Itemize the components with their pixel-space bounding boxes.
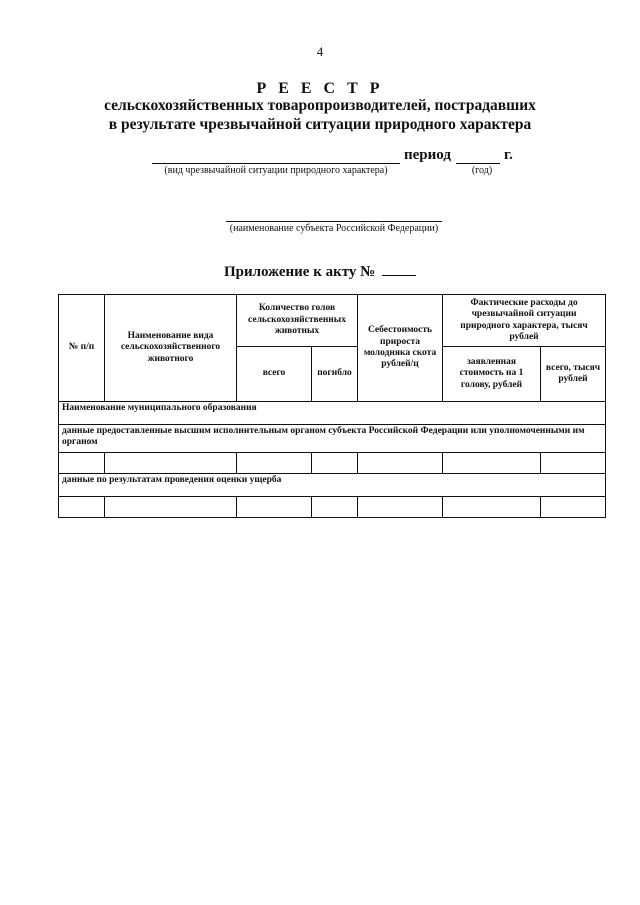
registry-table [58,294,606,518]
year-blank-line [456,163,500,164]
document-subtitle-line2: в результате чрезвычайной ситуации природного характера [108,116,532,133]
subject-blank-line [226,221,442,222]
table-cell[interactable] [443,497,541,518]
header-number: № п/п [59,295,105,402]
table-row [59,453,606,474]
header-animal-type: Наименование вида сельскохозяйственного животного [105,295,237,402]
document-subtitle-line1: сельскохозяйственных товаропроизводителей, пострадавших [104,97,536,114]
year-suffix: г. [504,147,513,163]
situation-type-caption: (вид чрезвычайной ситуации природного характера) [164,165,388,176]
table-cell[interactable] [59,497,105,518]
table-cell[interactable] [443,453,541,474]
table-cell[interactable] [312,497,358,518]
table-cell[interactable] [358,497,443,518]
row-municipality: Наименование муниципального образования [59,402,606,425]
header-total-rub: всего, тысяч рублей [541,347,606,402]
header-expenses: Фактические расходы до чрезвычайной ситуации природного характера, тысяч рублей [443,295,606,347]
subject-caption: (наименование субъекта Российской Федерации) [229,223,439,234]
table-cell[interactable] [237,497,312,518]
period-label: период [404,147,451,163]
table-cell[interactable] [105,497,237,518]
header-head-count: Количество голов сельскохозяйственных животных [237,295,358,347]
table-cell[interactable] [237,453,312,474]
header-total: всего [237,347,312,402]
table-cell[interactable] [59,453,105,474]
document-title: Р Е Е С Т Р [256,80,384,97]
header-declared-cost: заявленная стоимость на 1 голову, рублей [443,347,541,402]
situation-type-blank-line [152,163,400,164]
table-cell[interactable] [541,497,606,518]
table-cell[interactable] [358,453,443,474]
appendix-label [0,264,640,281]
table-row [59,497,606,518]
row-assessment: данные по результатам проведения оценки ущерба [59,474,606,497]
appendix-text: Приложение к акту № [223,264,376,280]
table-cell[interactable] [541,453,606,474]
act-number-blank [382,275,416,276]
table-cell[interactable] [105,453,237,474]
page-number: 4 [316,44,324,59]
year-caption: (год) [471,165,493,176]
table-cell[interactable] [312,453,358,474]
header-cost: Себестоимость прироста молодняка скота рублей/ц [358,295,443,402]
header-died: погибло [312,347,358,402]
row-authority-data: данные предоставленные высшим исполнительным органом субъекта Российской Федерации или уполномоченными им органом [59,425,606,453]
